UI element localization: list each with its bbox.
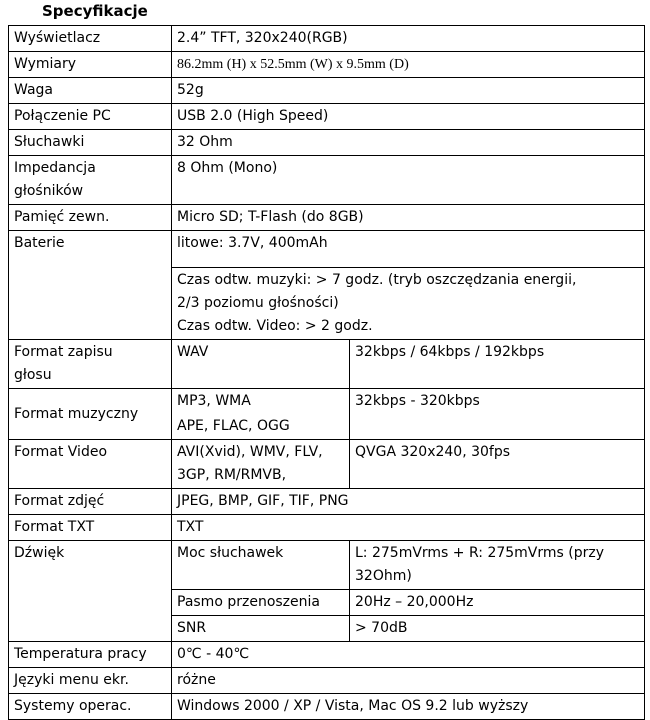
spec-label: Dźwięk — [9, 541, 172, 642]
spec-label-line: Format zapisu — [14, 344, 113, 360]
table-row — [9, 52, 645, 78]
spec-note-line: Czas odtw. Video: > 2 godz. — [177, 318, 373, 334]
table-row — [9, 231, 645, 268]
spec-label: Baterie — [9, 231, 172, 340]
spec-label: Języki menu ekr. — [9, 668, 172, 694]
table-row — [9, 104, 645, 130]
spec-note-line: 2/3 poziomu głośności) — [177, 295, 339, 311]
spec-label: Wymiary — [9, 52, 172, 78]
table-row — [9, 205, 645, 231]
spec-label-line: Impedancja — [14, 160, 96, 176]
table-row — [9, 489, 645, 515]
spec-detail: 20Hz – 20,000Hz — [350, 590, 645, 616]
table-row — [9, 668, 645, 694]
spec-value: Windows 2000 / XP / Vista, Mac OS 9.2 lub wyższy — [172, 694, 645, 720]
spec-value — [172, 231, 645, 268]
spec-value-line: AVI(Xvid), WMV, FLV, — [177, 444, 323, 460]
spec-detail-line: 32Ohm) — [355, 568, 412, 584]
spec-value — [172, 440, 350, 489]
spec-table — [8, 25, 645, 720]
spec-label — [9, 156, 172, 205]
spec-label: Format zdjęć — [9, 489, 172, 515]
spec-label: Waga — [9, 78, 172, 104]
spec-label: Pamięć zewn. — [9, 205, 172, 231]
spec-value-line: litowe: 3.7V, 400mAh — [177, 235, 328, 251]
spec-value: różne — [172, 668, 645, 694]
table-row — [9, 26, 645, 52]
table-row — [9, 642, 645, 668]
spec-note-line: Czas odtw. muzyki: > 7 godz. (tryb oszczędzania energii, — [177, 272, 577, 288]
spec-sublabel: Moc słuchawek — [172, 541, 350, 590]
spec-value: WAV — [172, 340, 350, 389]
table-row — [9, 78, 645, 104]
spec-value: APE, FLAC, OGG — [172, 414, 350, 440]
spec-sublabel: SNR — [172, 616, 350, 642]
spec-detail: QVGA 320x240, 30fps — [350, 440, 645, 489]
spec-label: Wyświetlacz — [9, 26, 172, 52]
spec-value: 52g — [172, 78, 645, 104]
spec-value: 86.2mm (H) x 52.5mm (W) x 9.5mm (D) — [172, 52, 645, 78]
table-row — [9, 340, 645, 389]
spec-label: Format Video — [9, 440, 172, 489]
spec-value: JPEG, BMP, GIF, TIF, PNG — [172, 489, 645, 515]
spec-value: 0℃ - 40℃ — [172, 642, 645, 668]
spec-detail: > 70dB — [350, 616, 645, 642]
spec-label — [9, 340, 172, 389]
spec-detail-line: L: 275mVrms + R: 275mVrms (przy — [355, 545, 605, 561]
spec-value: Micro SD; T-Flash (do 8GB) — [172, 205, 645, 231]
table-row — [9, 389, 645, 415]
spec-label: Systemy operac. — [9, 694, 172, 720]
spec-value: 32 Ohm — [172, 130, 645, 156]
spec-detail — [350, 541, 645, 590]
spec-label-line: głosu — [14, 367, 52, 383]
spec-value-line: 3GP, RM/RMVB, — [177, 467, 287, 483]
spec-label: Format TXT — [9, 515, 172, 541]
spec-value: USB 2.0 (High Speed) — [172, 104, 645, 130]
table-row — [9, 440, 645, 489]
spec-note — [172, 268, 645, 340]
spec-label: Połączenie PC — [9, 104, 172, 130]
spec-value: 8 Ohm (Mono) — [172, 156, 645, 205]
spec-label: Temperatura pracy — [9, 642, 172, 668]
table-row — [9, 541, 645, 590]
table-row — [9, 156, 645, 205]
spec-value: MP3, WMA — [172, 389, 350, 415]
spec-label-line: głośników — [14, 183, 84, 199]
table-row — [9, 515, 645, 541]
spec-label: Format muzyczny — [9, 389, 172, 440]
table-row — [9, 694, 645, 720]
spec-detail: 32kbps / 64kbps / 192kbps — [350, 340, 645, 389]
page-title: Specyfikacje — [42, 2, 148, 20]
spec-value: 2.4” TFT, 320x240(RGB) — [172, 26, 645, 52]
spec-sublabel: Pasmo przenoszenia — [172, 590, 350, 616]
spec-label: Słuchawki — [9, 130, 172, 156]
table-row — [9, 130, 645, 156]
spec-detail: 32kbps - 320kbps — [350, 389, 645, 440]
spec-value: TXT — [172, 515, 645, 541]
